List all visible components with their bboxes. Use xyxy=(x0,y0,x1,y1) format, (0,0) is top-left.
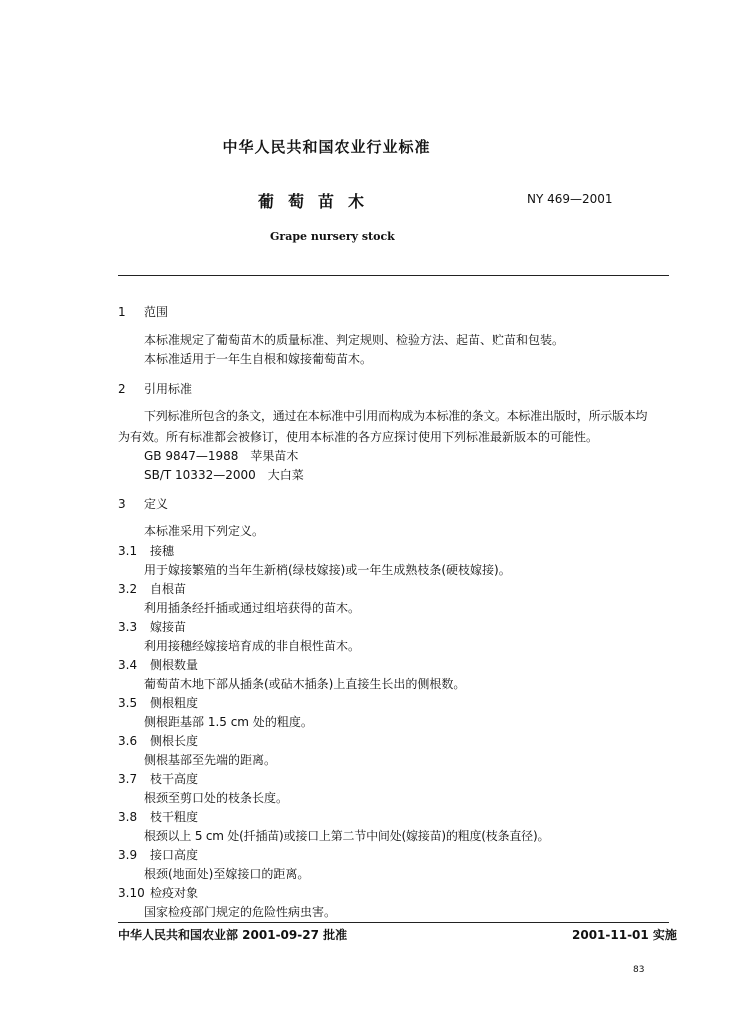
definition-number: 3.5 xyxy=(118,696,138,710)
definition-text: 侧根基部至先端的距离。 xyxy=(144,753,277,767)
definition-text: 根颈以上 5 cm 处(扦插苗)或接口上第二节中间处(嫁接苗)的粗度(枝条直径)。 xyxy=(144,829,550,843)
document-title: 葡萄苗木 xyxy=(258,192,379,211)
definition-heading xyxy=(118,542,174,559)
paragraph-line: 下列标准所包含的条文，通过在本标准中引用而构成为本标准的条文。本标准出版时，所示版本均 xyxy=(144,409,648,423)
section-heading-scope xyxy=(118,303,168,320)
section-number: 2 xyxy=(118,382,126,396)
section-heading-normative-references xyxy=(118,380,192,397)
definition-term: 检疫对象 xyxy=(150,886,199,900)
definition-number: 3.6 xyxy=(118,734,138,748)
top-divider xyxy=(118,275,669,276)
definition-heading xyxy=(118,732,198,749)
reference-item: SB/T 10332—2000 大白菜 xyxy=(144,468,304,482)
definition-term: 接穗 xyxy=(150,544,175,558)
definition-heading xyxy=(118,808,198,825)
definition-heading xyxy=(118,618,186,635)
definition-number: 3.3 xyxy=(118,620,138,634)
standard-number: NY 469—2001 xyxy=(527,192,613,206)
definition-term: 侧根数量 xyxy=(150,658,199,672)
definition-number: 3.10 xyxy=(118,886,145,900)
definition-term: 侧根粗度 xyxy=(150,696,199,710)
section-title: 定义 xyxy=(144,497,169,511)
definition-text: 用于嫁接繁殖的当年生新梢(绿枝嫁接)或一年生成熟枝条(硬枝嫁接)。 xyxy=(144,563,511,577)
definition-term: 嫁接苗 xyxy=(150,620,187,634)
section-title: 引用标准 xyxy=(144,382,193,396)
section-number: 1 xyxy=(118,305,126,319)
standard-category-heading: 中华人民共和国农业行业标准 xyxy=(222,138,431,156)
definition-text: 利用插条经扦插或通过组培获得的苗木。 xyxy=(144,601,361,615)
definition-number: 3.1 xyxy=(118,544,138,558)
reference-item: GB 9847—1988 苹果苗木 xyxy=(144,449,299,463)
definition-heading xyxy=(118,694,198,711)
section-heading-definitions xyxy=(118,495,168,512)
paragraph-line: 本标准适用于一年生自根和嫁接葡萄苗木。 xyxy=(144,352,373,366)
implementation-date: 2001-11-01 实施 xyxy=(572,928,677,942)
definition-term: 枝干粗度 xyxy=(150,810,199,824)
definition-heading xyxy=(118,580,186,597)
section-title: 范围 xyxy=(144,305,169,319)
definition-heading xyxy=(118,846,198,863)
definition-heading xyxy=(118,884,198,901)
definition-number: 3.8 xyxy=(118,810,138,824)
definition-number: 3.9 xyxy=(118,848,138,862)
definition-text: 根颈至剪口处的枝条长度。 xyxy=(144,791,289,805)
definition-text: 根颈(地面处)至嫁接口的距离。 xyxy=(144,867,310,881)
page-number: 83 xyxy=(633,965,645,975)
definition-number: 3.2 xyxy=(118,582,138,596)
definition-text: 葡萄苗木地下部从插条(或砧木插条)上直接生长出的侧根数。 xyxy=(144,677,466,691)
definition-term: 侧根长度 xyxy=(150,734,199,748)
definition-number: 3.7 xyxy=(118,772,138,786)
definition-text: 侧根距基部 1.5 cm 处的粗度。 xyxy=(144,715,313,729)
definition-text: 国家检疫部门规定的危险性病虫害。 xyxy=(144,905,337,919)
section-number: 3 xyxy=(118,497,126,511)
definition-term: 接口高度 xyxy=(150,848,199,862)
definition-term: 自根苗 xyxy=(150,582,187,596)
definition-heading xyxy=(118,656,198,673)
paragraph-line: 为有效。所有标准都会被修订，使用本标准的各方应探讨使用下列标准最新版本的可能性。 xyxy=(118,430,599,444)
paragraph-line: 本标准规定了葡萄苗木的质量标准、判定规则、检验方法、起苗、贮苗和包装。 xyxy=(144,333,565,347)
definition-heading xyxy=(118,770,198,787)
definition-term: 枝干高度 xyxy=(150,772,199,786)
definition-text: 利用接穗经嫁接培育成的非自根性苗木。 xyxy=(144,639,361,653)
footer-divider xyxy=(118,922,669,923)
paragraph-line: 本标准采用下列定义。 xyxy=(144,524,265,538)
approval-line: 中华人民共和国农业部 2001-09-27 批准 xyxy=(118,928,348,942)
english-subtitle: Grape nursery stock xyxy=(270,230,395,243)
definition-number: 3.4 xyxy=(118,658,138,672)
